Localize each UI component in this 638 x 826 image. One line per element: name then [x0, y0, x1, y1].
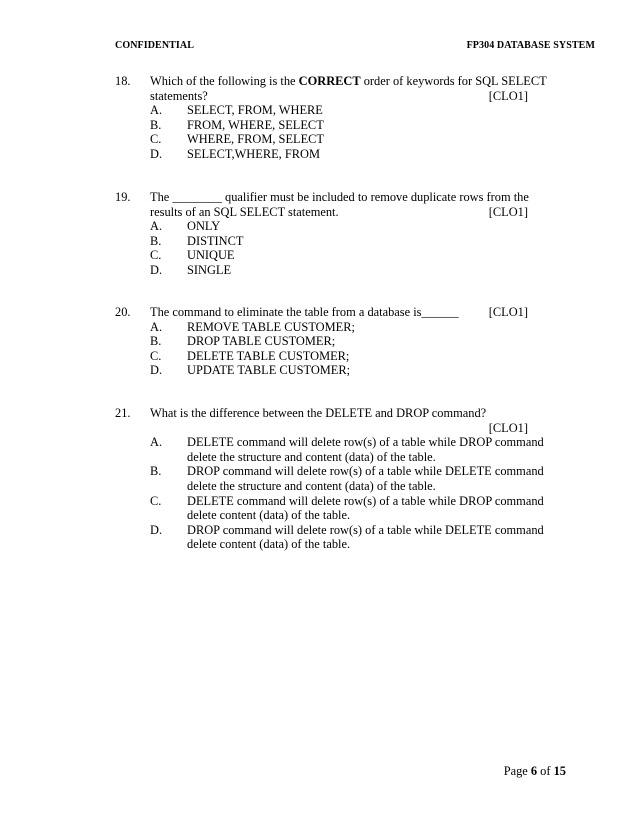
option-c — [150, 349, 555, 364]
question-text — [150, 305, 555, 320]
clo-tag: [CLO1] — [488, 88, 528, 103]
option-text: SINGLE — [187, 262, 232, 277]
option-letter: A. — [150, 219, 163, 234]
option-d — [150, 147, 555, 162]
option-text: ONLY — [187, 219, 221, 234]
option-letter: A. — [150, 103, 163, 118]
option-letter: C. — [150, 493, 162, 508]
option-letter: A. — [150, 435, 163, 450]
question-text — [150, 74, 555, 103]
option-letter: C. — [150, 248, 162, 263]
page-total: 15 — [553, 764, 566, 778]
header-right: FP304 DATABASE SYSTEM — [466, 40, 595, 51]
option-a — [150, 219, 555, 234]
question-21 — [115, 406, 555, 552]
question-text-part: Which of the following is the — [150, 74, 299, 88]
option-text: FROM, WHERE, SELECT — [187, 117, 324, 132]
option-text: DROP TABLE CUSTOMER; — [187, 334, 336, 349]
option-b — [150, 234, 555, 249]
option-b — [150, 464, 555, 493]
option-text: UPDATE TABLE CUSTOMER; — [187, 363, 351, 378]
option-letter: B. — [150, 117, 162, 132]
option-text: DELETE command will delete row(s) of a table while DROP command delete content (data) of the table. — [187, 493, 544, 523]
question-text — [150, 406, 555, 435]
option-b — [150, 334, 555, 349]
option-text: SELECT, FROM, WHERE — [187, 103, 323, 118]
page-word: Page — [503, 764, 531, 778]
page-current: 6 — [530, 764, 538, 778]
clo-tag: [CLO1] — [488, 305, 528, 319]
option-letter: B. — [150, 464, 162, 479]
option-a — [150, 435, 555, 464]
option-d — [150, 363, 555, 378]
option-letter: D. — [150, 522, 163, 537]
option-letter: B. — [150, 334, 162, 349]
option-text: DROP command will delete row(s) of a table while DELETE command delete content (data) of the table. — [187, 522, 544, 552]
question-text-line1: The command to eliminate the table from a database is______ — [150, 305, 459, 319]
option-text: DELETE command will delete row(s) of a table while DROP command delete the structure and content (data) of the table. — [187, 435, 544, 464]
option-d — [150, 523, 555, 552]
of-word: of — [537, 764, 554, 778]
question-number: 21. — [115, 406, 131, 420]
option-letter: D. — [150, 262, 163, 277]
page-number — [504, 764, 566, 779]
option-letter: D. — [150, 146, 163, 161]
option-c — [150, 494, 555, 523]
option-d — [150, 263, 555, 278]
clo-tag: [CLO1] — [488, 204, 528, 219]
option-text: SELECT,WHERE, FROM — [187, 146, 320, 161]
question-20 — [115, 305, 555, 378]
option-text: DISTINCT — [187, 233, 244, 248]
header-left: CONFIDENTIAL — [115, 40, 194, 51]
option-letter: B. — [150, 233, 162, 248]
option-c — [150, 132, 555, 147]
option-text: REMOVE TABLE CUSTOMER; — [187, 319, 355, 334]
question-number: 18. — [115, 74, 131, 88]
question-number: 20. — [115, 305, 131, 319]
option-c — [150, 248, 555, 263]
option-text: UNIQUE — [187, 248, 235, 263]
question-text-line1: The ________ qualifier must be included to remove duplicate rows from the — [150, 190, 529, 204]
option-text: WHERE, FROM, SELECT — [187, 132, 324, 147]
question-text-line2: statements? — [150, 88, 208, 103]
question-19 — [115, 190, 555, 278]
option-letter: D. — [150, 363, 163, 378]
option-letter: A. — [150, 319, 163, 334]
option-letter: C. — [150, 132, 162, 147]
option-letter: C. — [150, 348, 162, 363]
option-b — [150, 118, 555, 133]
option-a — [150, 320, 555, 335]
question-18 — [115, 74, 555, 162]
question-number: 19. — [115, 190, 131, 204]
option-text: DROP command will delete row(s) of a table while DELETE command delete the structure and content (data) of the table. — [187, 464, 544, 493]
option-text: DELETE TABLE CUSTOMER; — [187, 348, 350, 363]
option-a — [150, 103, 555, 118]
question-text-part: order of keywords for SQL SELECT — [360, 74, 547, 88]
question-text-line2: results of an SQL SELECT statement. — [150, 204, 339, 219]
clo-tag: [CLO1] — [488, 420, 528, 435]
question-text-bold: CORRECT — [298, 74, 361, 88]
question-text — [150, 190, 555, 219]
question-text-line1: What is the difference between the DELETE and DROP command? — [150, 406, 487, 420]
